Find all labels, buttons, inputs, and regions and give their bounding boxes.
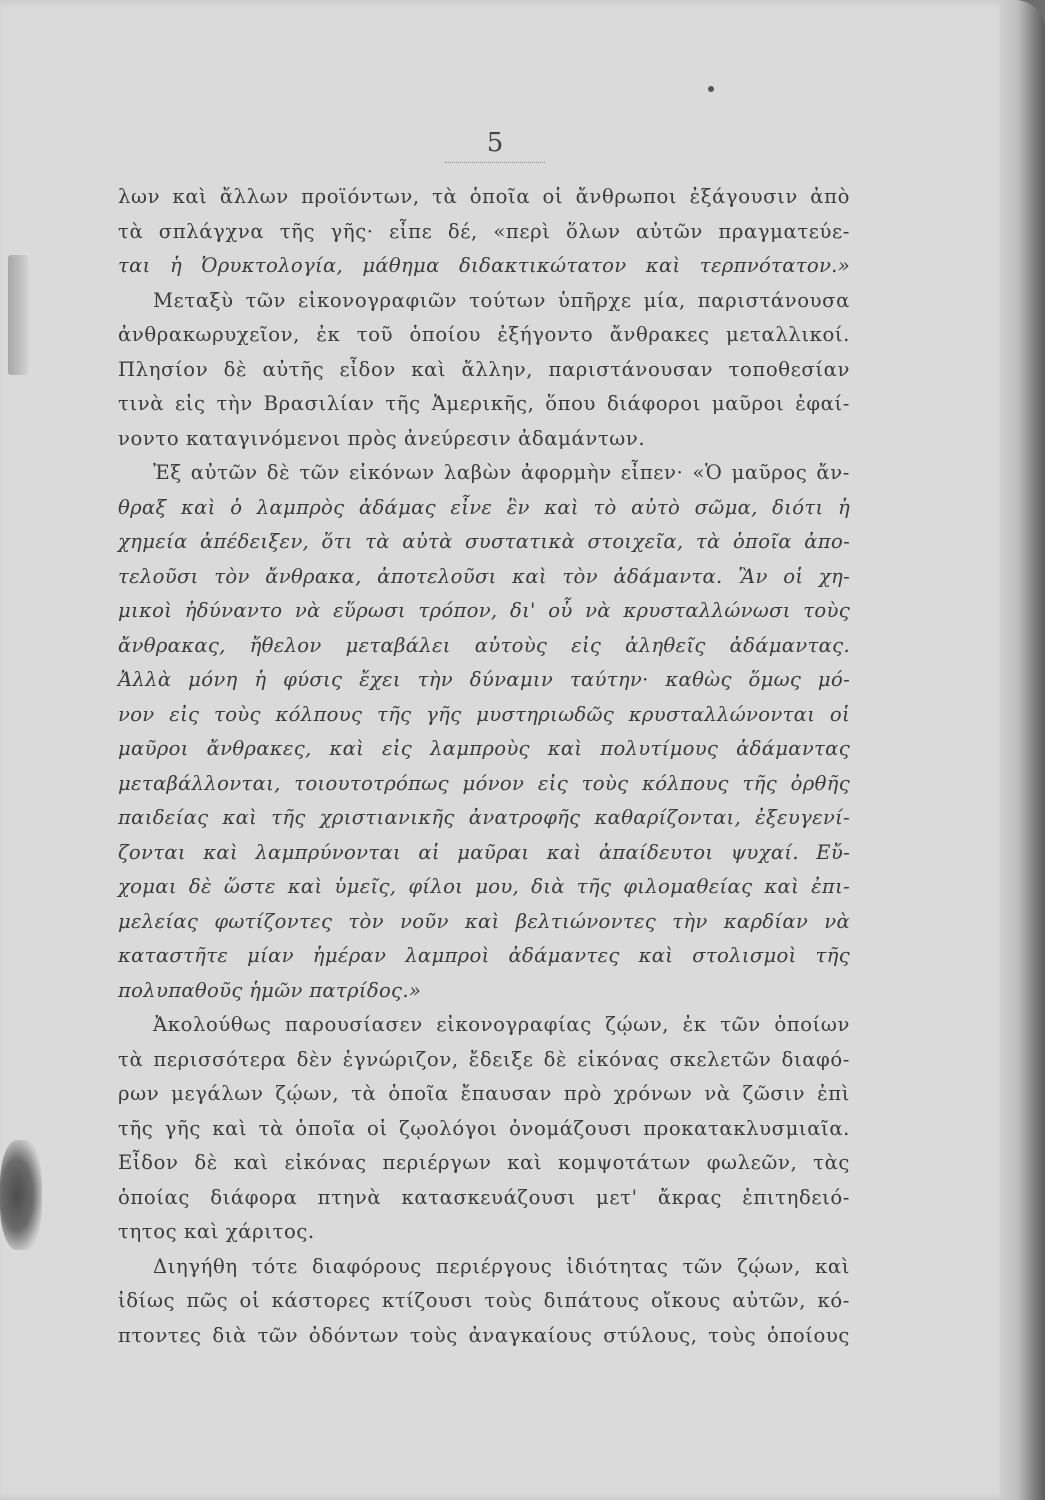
text-line: τινὰ εἰς τὴν Βρασιλίαν τῆς Ἀμερικῆς, ὅπου διάφοροι μαῦροι ἐφαί-: [118, 392, 850, 415]
text-line: χομαι δὲ ὥστε καὶ ὑμεῖς, φίλοι μου, διὰ τῆς φιλομαθείας καὶ ἐπι-: [118, 875, 850, 898]
text-line: τῆς γῆς καὶ τὰ ὁποῖα οἱ ζῳολόγοι ὀνομάζουσι προκατακλυσμιαῖα.: [118, 1116, 850, 1140]
binding-mark: [8, 255, 28, 375]
text-line: Μεταξὺ τῶν εἰκονογραφιῶν τούτων ὑπῆρχε μία, παριστάνουσα: [153, 288, 850, 312]
body-text: [118, 180, 850, 1353]
text-line: ἀνθρακωρυχεῖον, ἐκ τοῦ ὁποίου ἐξήγοντο ἄνθρακες μεταλλικοί.: [118, 323, 850, 346]
text-line: Ἀκολούθως παρουσίασεν εἰκονογραφίας ζῴων, ἐκ τῶν ὁποίων: [153, 1013, 850, 1036]
text-line: μελείας φωτίζοντες τὸν νοῦν καὶ βελτιώνοντες τὴν καρδίαν νὰ: [118, 909, 850, 933]
text-line: ρων μεγάλων ζῴων, τὰ ὁποῖα ἔπαυσαν πρὸ χρόνων νὰ ζῶσιν ἐπὶ: [118, 1082, 850, 1105]
text-line: λων καὶ ἄλλων προϊόντων, τὰ ὁποῖα οἱ ἄνθρωποι ἐξάγουσιν ἀπὸ: [118, 185, 850, 208]
page-stain: [0, 1140, 42, 1250]
text-line: ὁποίας διάφορα πτηνὰ κατασκευάζουσι μετ' ἄκρας ἐπιτηδειό-: [118, 1185, 850, 1209]
text-line: μεταβάλλονται, τοιουτοτρόπως μόνον εἰς τοὺς κόλπους τῆς ὀρθῆς: [118, 771, 850, 795]
text-line: νον εἰς τοὺς κόλπους τῆς γῆς μυστηριωδῶς κρυσταλλώνονται οἱ: [118, 702, 850, 726]
text-line: Εἶδον δὲ καὶ εἰκόνας περιέργων καὶ κομψοτάτων φωλεῶν, τὰς: [118, 1151, 850, 1174]
text-line: πτοντες διὰ τῶν ὀδόντων τοὺς ἀναγκαίους στύλους, τοὺς ὁποίους: [118, 1323, 850, 1347]
text-line: ἄνθρακας, ἤθελον μεταβάλει αὐτοὺς εἰς ἀληθεῖς ἀδάμαντας.: [118, 633, 850, 657]
text-line: Πλησίον δὲ αὐτῆς εἶδον καὶ ἄλλην, παριστάνουσαν τοποθεσίαν: [118, 357, 850, 381]
text-line: Ἐξ αὐτῶν δὲ τῶν εἰκόνων λαβὼν ἀφορμὴν εἶπεν· «Ὁ μαῦρος ἄν-: [153, 461, 850, 484]
text-line: τελοῦσι τὸν ἄνθρακα, ἀποτελοῦσι καὶ τὸν ἀδάμαντα. Ἂν οἱ χη-: [118, 564, 850, 588]
page-number-rule: [445, 162, 545, 163]
text-line: τὰ περισσότερα δὲν ἐγνώριζον, ἔδειξε δὲ εἰκόνας σκελετῶν διαφό-: [118, 1047, 850, 1071]
page-number: 5: [486, 128, 504, 158]
text-line: μαῦροι ἄνθρακες, καὶ εἰς λαμπροὺς καὶ πολυτίμους ἀδάμαντας: [118, 737, 850, 760]
text-line: ἰδίως πῶς οἱ κάστορες κτίζουσι τοὺς διπάτους οἴκους αὐτῶν, κό-: [118, 1289, 850, 1312]
text-line: ται ἡ Ὀρυκτολογία, μάθημα διδακτικώτατον καὶ τερπνότατον.»: [118, 254, 850, 277]
text-line: τὰ σπλάγχνα τῆς γῆς· εἶπε δέ, «περὶ ὅλων αὐτῶν πραγματεύε-: [118, 219, 850, 243]
text-line: μικοὶ ἠδύναντο νὰ εὕρωσι τρόπον, δι' οὗ νὰ κρυσταλλώνωσι τοὺς: [118, 599, 850, 622]
text-line: χημεία ἀπέδειξεν, ὅτι τὰ αὐτὰ συστατικὰ στοιχεῖα, τὰ ὁποῖα ἀπο-: [118, 530, 850, 553]
text-line: παιδείας καὶ τῆς χριστιανικῆς ἀνατροφῆς καθαρίζονται, ἐξευγενί-: [118, 806, 850, 829]
ink-dot: [708, 86, 714, 92]
text-line: Διηγήθη τότε διαφόρους περιέργους ἰδιότητας τῶν ζῴων, καὶ: [153, 1254, 850, 1278]
text-line: πολυπαθοῦς ἡμῶν πατρίδος.»: [118, 978, 422, 1002]
text-line: νοντο καταγινόμενοι πρὸς ἀνεύρεσιν ἀδαμάντων.: [118, 426, 646, 450]
text-line: θραξ καὶ ὁ λαμπρὸς ἀδάμας εἶνε ἓν καὶ τὸ αὐτὸ σῶμα, διότι ἡ: [118, 495, 850, 519]
text-line: ζονται καὶ λαμπρύνονται αἱ μαῦραι καὶ ἀπαίδευτοι ψυχαί. Εὔ-: [118, 840, 850, 864]
text-line: Ἀλλὰ μόνη ἡ φύσις ἔχει τὴν δύναμιν ταύτην· καθὼς ὅμως μό-: [118, 668, 850, 691]
text-line: καταστῆτε μίαν ἡμέραν λαμπροὶ ἀδάμαντες καὶ στολισμοὶ τῆς: [118, 944, 850, 967]
text-line: τητος καὶ χάριτος.: [118, 1220, 315, 1243]
page-edge: [1000, 0, 1045, 1500]
